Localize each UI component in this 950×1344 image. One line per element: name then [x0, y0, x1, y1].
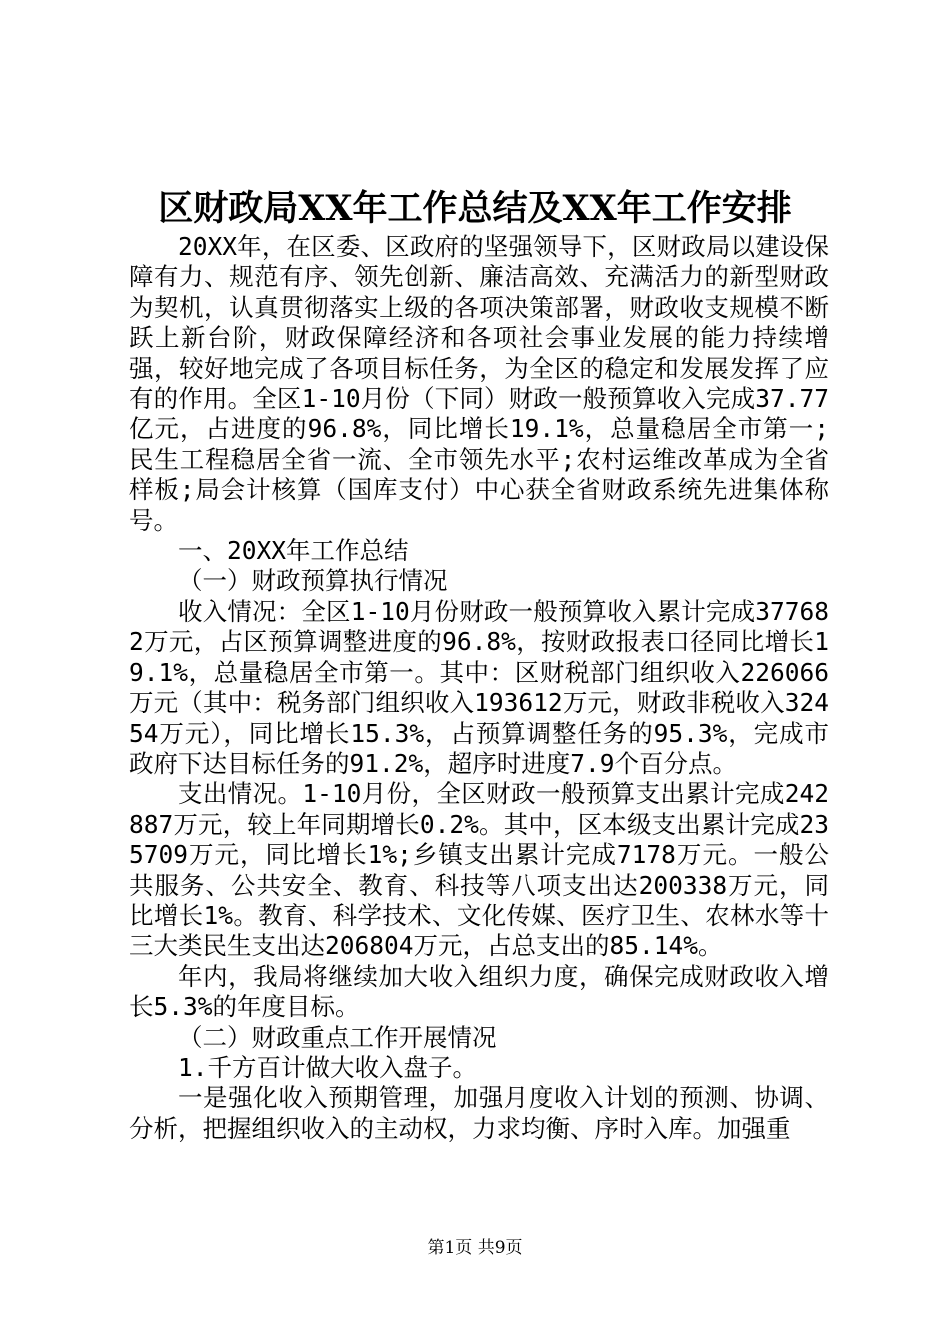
- revenue-paragraph: 收入情况：全区1-10月份财政一般预算收入累计完成377682万元，占区预算调整进度的96.8%，按财政报表口径同比增长19.1%，总量稳居全市第一。其中：区财税部门组织收入226066万元（其中：税务部门组织收入193612万元，财政非税收入32454万元），同比增长15.3%，占预算调整任务的95.3%，完成市政府下达目标任务的91.2%，超序时进度7.9个百分点。: [129, 596, 829, 778]
- subsection-heading-2: （二）财政重点工作开展情况: [178, 1022, 497, 1052]
- expenditure-paragraph: 支出情况。1-10月份，全区财政一般预算支出累计完成242887万元，较上年同期增长0.2%。其中，区本级支出累计完成235709万元，同比增长1%;乡镇支出累计完成7178万元。一般公共服务、公共安全、教育、科技等八项支出达200338万元，同比增长1%。教育、科学技术、文化传媒、医疗卫生、农林水等十三大类民生支出达206804万元，占总支出的85.14%。: [129, 779, 829, 961]
- page-total: 共9页: [477, 1238, 523, 1258]
- item-paragraph-1: 一是强化收入预期管理，加强月度收入计划的预测、协调、分析，把握组织收入的主动权，力求均衡、序时入库。加强重: [129, 1083, 829, 1143]
- document-body: [129, 232, 829, 1144]
- page-footer: [0, 1236, 950, 1260]
- document-title: 区财政局XX年工作总结及XX年工作安排: [158, 188, 792, 229]
- subsection-heading-1: （一）财政预算执行情况: [178, 566, 448, 596]
- section-heading-1: 一、20XX年工作总结: [178, 536, 409, 566]
- page-number: 第1页: [427, 1238, 473, 1258]
- intro-paragraph: 20XX年，在区委、区政府的坚强领导下，区财政局以建设保障有力、规范有序、领先创新、廉洁高效、充满活力的新型财政为契机，认真贯彻落实上级的各项决策部署，财政收支规模不断跃上新台阶，财政保障经济和各项社会事业发展的能力持续增强，较好地完成了各项目标任务，为全区的稳定和发展发挥了应有的作用。全区1-10月份（下同）财政一般预算收入完成37.77亿元，占进度的96.8%，同比增长19.1%，总量稳居全市第一;民生工程稳居全省一流、全市领先水平;农村运维改革成为全省样板;局会计核算（国库支付）中心获全省财政系统先进集体称号。: [129, 232, 829, 535]
- target-paragraph: 年内，我局将继续加大收入组织力度，确保完成财政收入增长5.3%的年度目标。: [129, 961, 829, 1022]
- item-heading-1: 1.千方百计做大收入盘子。: [178, 1052, 477, 1082]
